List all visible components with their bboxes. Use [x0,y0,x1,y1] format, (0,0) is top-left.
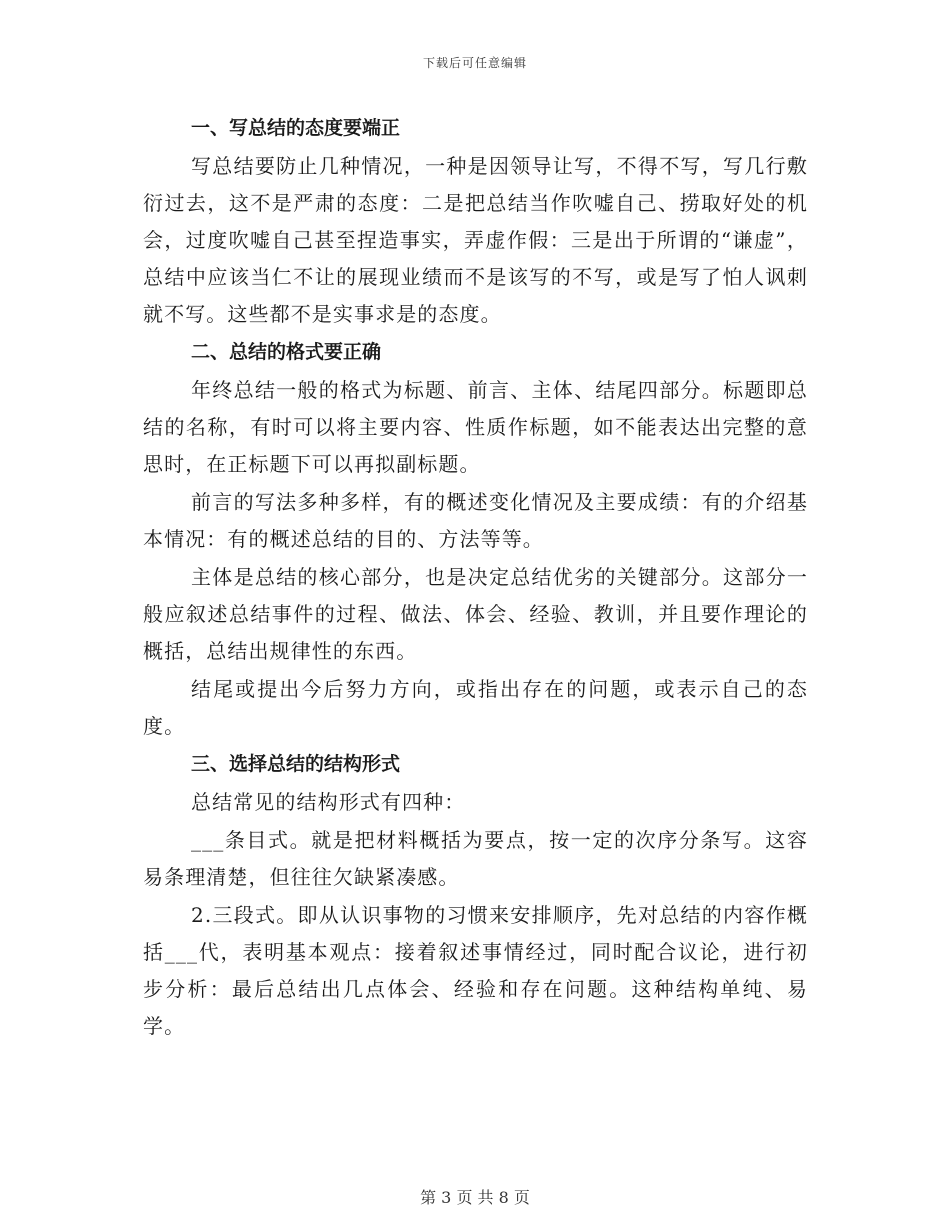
section-heading: 一、写总结的态度要端正 [191,117,401,139]
page-footer: 第 3 页 共 8 页 [420,1188,530,1207]
paragraph: 主体是总结的核心部分，也是决定总结优劣的关键部分。这部分一般应叙述总结事件的过程、做法、体会、经验、教训，并且要作理论的概括，总结出规律性的东西。 [143,565,808,663]
paragraph: 年终总结一般的格式为标题、前言、主体、结尾四部分。标题即总结的名称，有时可以将主要内容、性质作标题，如不能表达出完整的意思时，在正标题下可以再拟副标题。 [143,378,808,476]
page-header: 下载后可任意编辑 [422,56,527,70]
document-body [143,110,808,1046]
paragraph: 写总结要防止几种情况，一种是因领导让写，不得不写，写几行敷衍过去，这不是严肃的态度：二是把总结当作吹嘘自己、捞取好处的机会，过度吹嘘自己甚至捏造事实，弄虚作假：三是出于所谓的“谦虚”，总结中应该当仁不让的展现业绩而不是该写的不写，或是写了怕人讽刺就不写。这些都不是实事求是的态度。 [143,154,808,326]
paragraph: 总结常见的结构形式有四种： [191,790,466,814]
paragraph: ___条目式。就是把材料概括为要点，按一定的次序分条写。这容易条理清楚，但往往欠缺紧凑感。 [143,828,808,889]
section-attitude [143,110,808,333]
section-structure [143,746,808,1045]
section-format [143,334,808,745]
section-heading: 二、总结的格式要正确 [191,341,382,363]
section-heading: 三、选择总结的结构形式 [191,753,401,775]
paragraph: 结尾或提出今后努力方向，或指出存在的问题，或表示自己的态度。 [143,677,808,738]
paragraph: 前言的写法多种多样，有的概述变化情况及主要成绩：有的介绍基本情况：有的概述总结的目的、方法等等。 [143,490,808,551]
paragraph: 2.三段式。即从认识事物的习惯来安排顺序，先对总结的内容作概括___代，表明基本观点：接着叙述事情经过，同时配合议论，进行初步分析：最后总结出几点体会、经验和存在问题。这种结构单纯、易学。 [143,903,808,1038]
